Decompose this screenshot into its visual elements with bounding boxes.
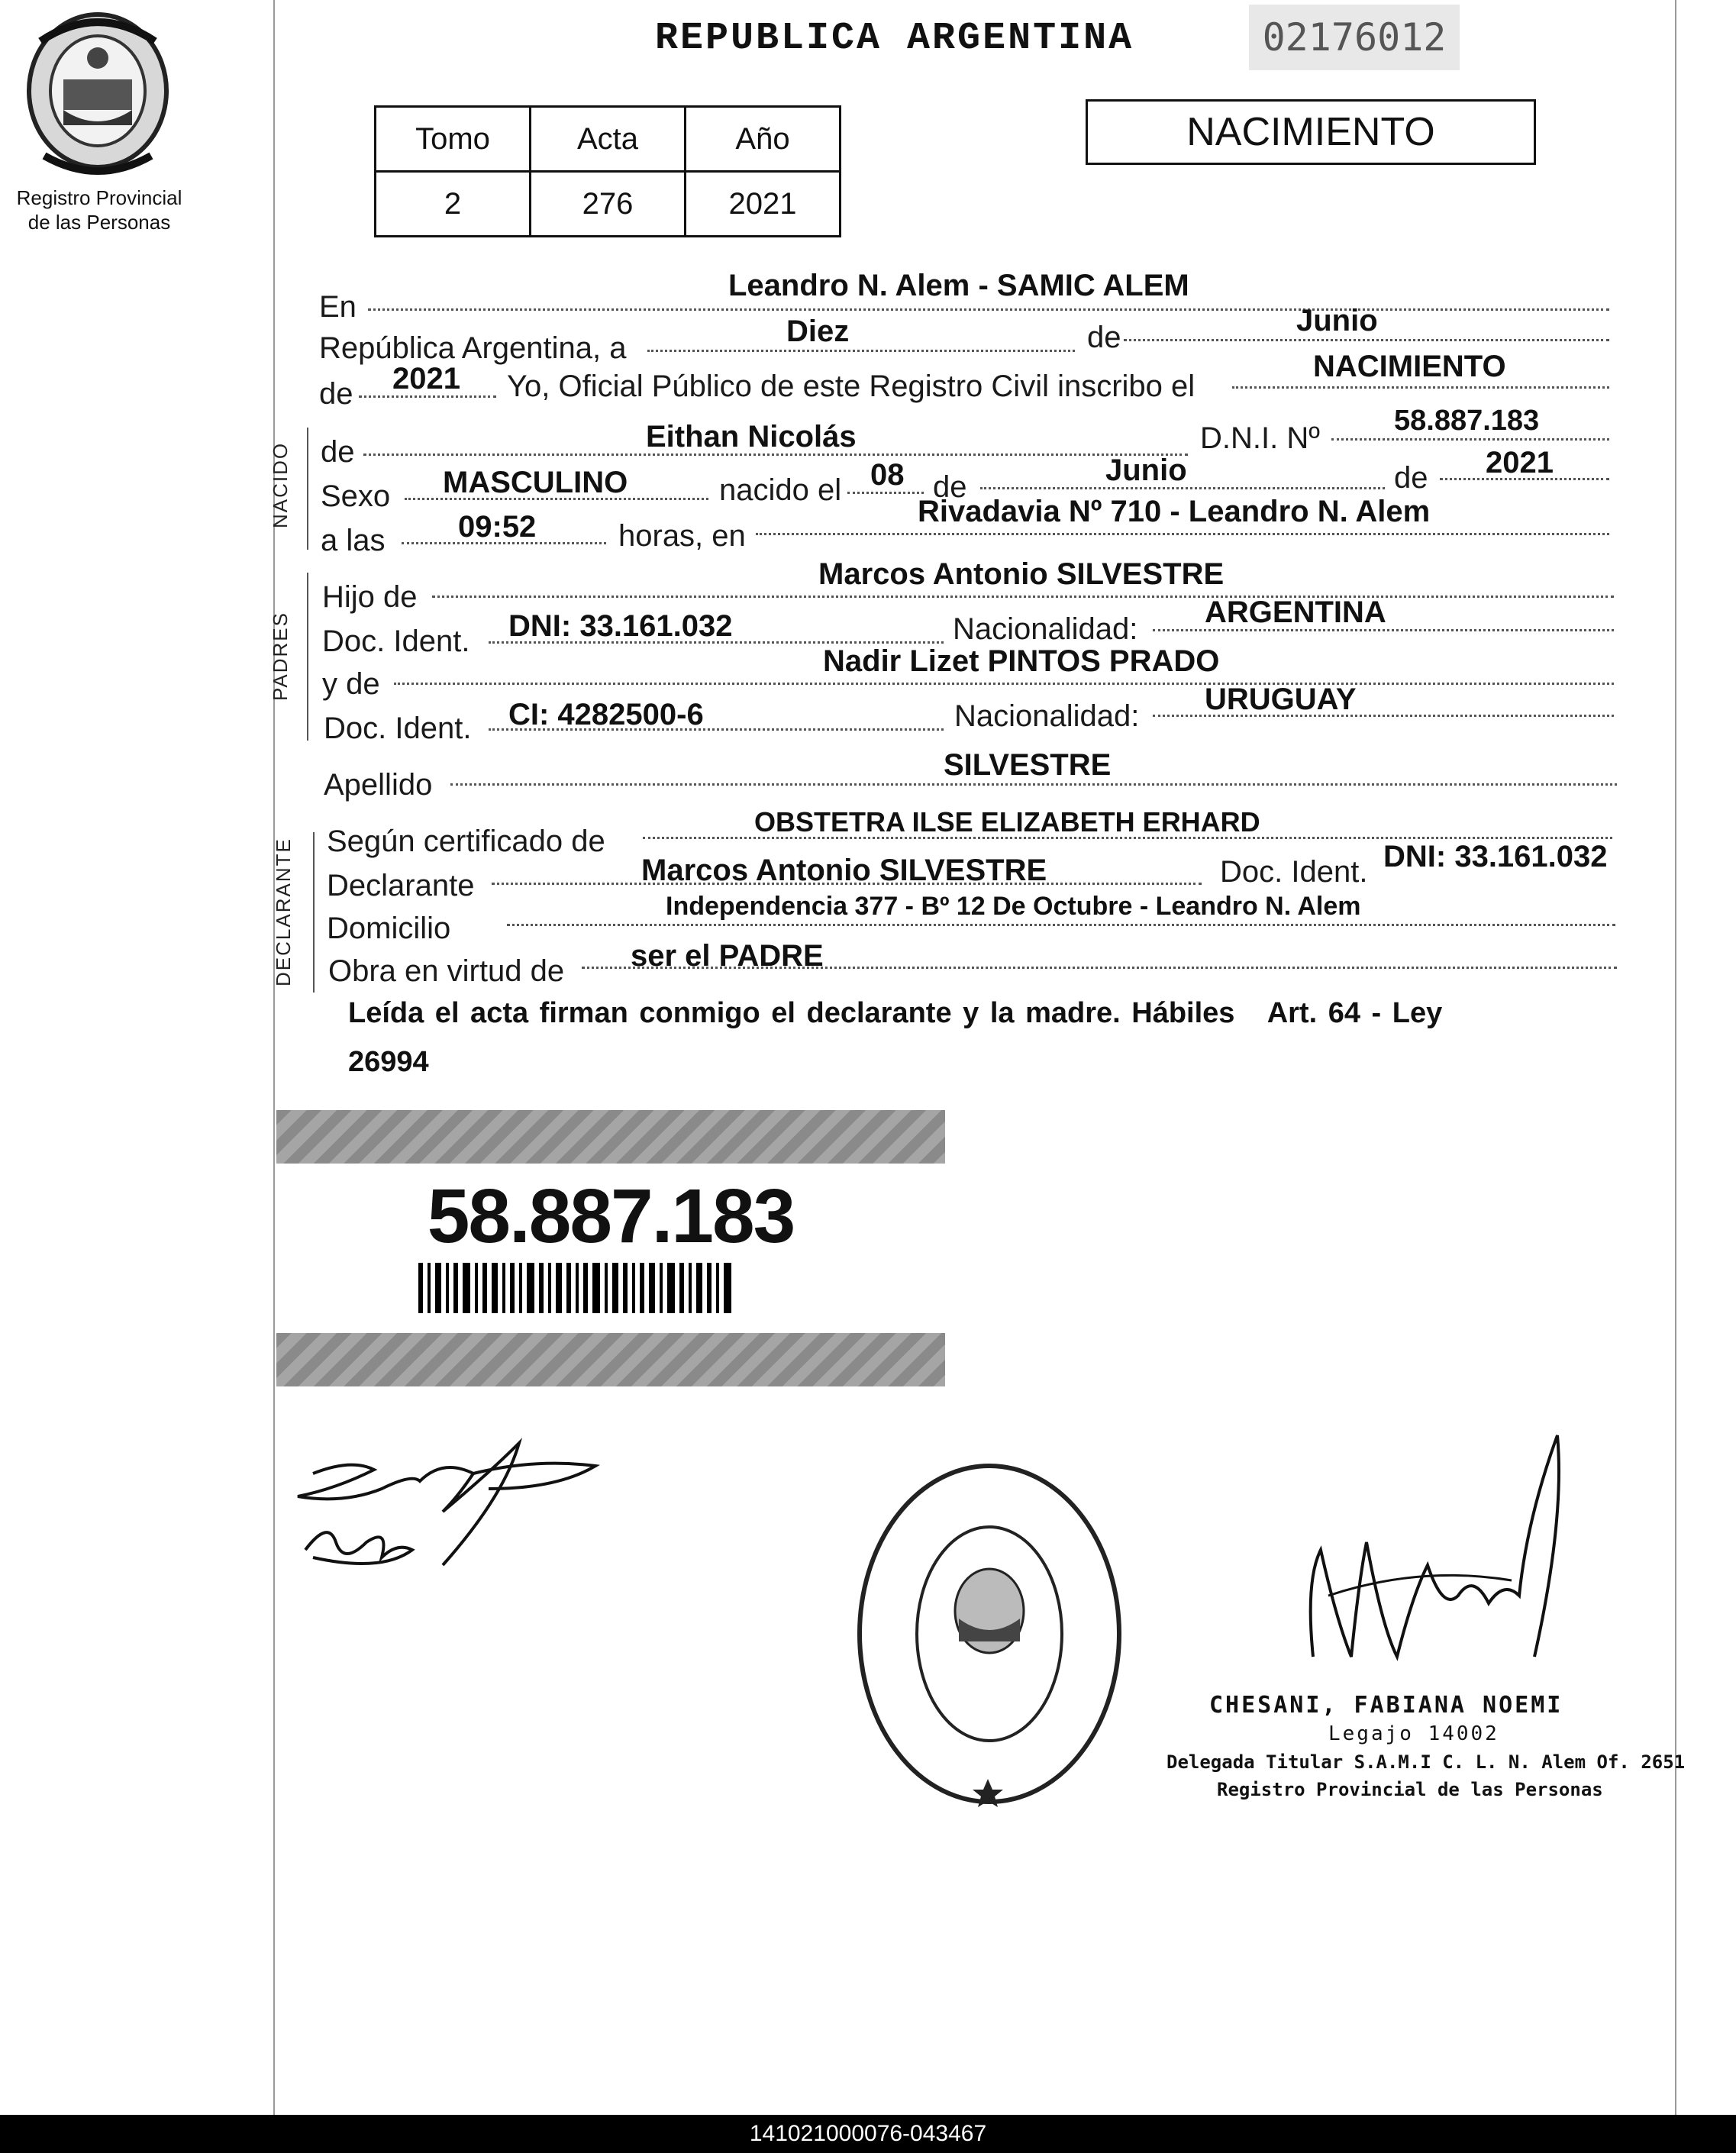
dots-domicilio <box>507 922 1615 926</box>
label-doc-ident-2: Doc. Ident. <box>324 712 472 745</box>
dni-sticker-number: 58.887.183 <box>427 1173 795 1259</box>
dots-lugar-nac <box>756 531 1609 535</box>
value-dia-nac: 08 <box>870 458 905 492</box>
label-a-las: a las <box>321 524 386 557</box>
label-dni: D.N.I. Nº <box>1200 421 1320 455</box>
value-mes: Junio <box>1296 304 1378 337</box>
dots-madre <box>394 681 1614 685</box>
label-nacido-el: nacido el <box>719 473 842 507</box>
label-y-de: y de <box>322 667 380 701</box>
section-line-declarante <box>313 832 315 993</box>
record-type-box: NACIMIENTO <box>1086 99 1536 165</box>
dni-barcode <box>418 1263 736 1313</box>
value-apellido: SILVESTRE <box>944 748 1112 782</box>
section-label-declarante: DECLARANTE <box>272 838 295 986</box>
registrar-signature <box>1298 1428 1588 1680</box>
declarant-signature-graphic <box>290 1428 611 1596</box>
note-line-2: 26994 <box>348 1046 429 1078</box>
section-line-nacido <box>307 428 308 550</box>
value-virtud: ser el PADRE <box>631 939 824 973</box>
dni-sticker-top-stripe <box>276 1110 945 1164</box>
value-dia-letras: Diez <box>786 315 850 348</box>
label-sexo: Sexo <box>321 479 391 513</box>
footer-bar <box>0 2115 1736 2153</box>
left-margin-line <box>273 0 275 2115</box>
label-domicilio: Domicilio <box>327 912 451 945</box>
registrar-signature-graphic <box>1298 1428 1588 1680</box>
right-margin-line <box>1675 0 1676 2115</box>
official-stamp <box>852 1458 1127 1809</box>
acta-header-anio: Año <box>686 107 841 172</box>
footer-code: 141021000076-043467 <box>749 2121 987 2146</box>
label-declarante: Declarante <box>327 869 475 902</box>
value-padre: Marcos Antonio SILVESTRE <box>818 557 1225 591</box>
acta-header-acta: Acta <box>531 107 686 172</box>
section-label-nacido: NACIDO <box>269 441 292 528</box>
section-label-padres: PADRES <box>269 612 292 701</box>
value-domicilio: Independencia 377 - Bº 12 De Octubre - Leandro N. Alem <box>666 892 1361 921</box>
label-republica: República Argentina, a <box>319 331 627 365</box>
label-de: de <box>1087 321 1121 354</box>
note-line-1: Leída el acta firman conmigo el declarante y la madre. Hábiles Art. 64 - Ley <box>348 997 1443 1029</box>
acta-header-tomo: Tomo <box>376 107 531 172</box>
acta-value-tomo: 2 <box>376 172 531 237</box>
registry-name-line1: Registro Provincial <box>16 186 182 209</box>
dni-sticker <box>276 1110 945 1386</box>
value-madre: Nadir Lizet PINTOS PRADO <box>823 644 1220 678</box>
label-de-mes: de <box>933 470 967 504</box>
official-name: CHESANI, FABIANA NOEMI <box>1209 1692 1563 1719</box>
value-dni: 58.887.183 <box>1394 405 1540 437</box>
label-obra: Obra en virtud de <box>328 954 565 988</box>
acta-value-anio: 2021 <box>686 172 841 237</box>
value-tipo: NACIMIENTO <box>1313 350 1506 383</box>
value-certificado: OBSTETRA ILSE ELIZABETH ERHARD <box>754 806 1260 838</box>
label-hijo-de: Hijo de <box>322 580 418 614</box>
official-title: Delegada Titular S.A.M.I C. L. N. Alem Of. 2651 <box>1166 1751 1686 1773</box>
official-stamp-graphic <box>852 1458 1127 1809</box>
declarant-signature <box>290 1428 611 1596</box>
dots-tipo <box>1232 385 1609 389</box>
label-de-anio: de <box>1394 461 1428 495</box>
value-anio: 2021 <box>392 362 460 395</box>
label-yo: Yo, Oficial Público de este Registro Civil inscribo el <box>507 370 1196 403</box>
label-nacionalidad-1: Nacionalidad: <box>953 612 1138 646</box>
serial-number: 02176012 <box>1249 5 1460 70</box>
country-title: REPUBLICA ARGENTINA <box>655 17 1134 60</box>
label-en: En <box>319 290 357 324</box>
registry-name-line2: de las Personas <box>27 211 171 234</box>
value-anio-nac: 2021 <box>1486 446 1554 479</box>
acta-table <box>374 105 841 237</box>
official-legajo: Legajo 14002 <box>1328 1722 1499 1745</box>
label-segun: Según certificado de <box>327 825 605 858</box>
label-de2: de <box>319 377 353 411</box>
dots-en <box>368 307 1609 311</box>
province-seal <box>21 11 174 179</box>
official-registry: Registro Provincial de las Personas <box>1217 1779 1603 1800</box>
dots-republica-1 <box>647 348 1075 352</box>
value-declarante: Marcos Antonio SILVESTRE <box>641 854 1047 887</box>
value-sexo: MASCULINO <box>443 466 628 499</box>
value-lugar-nac: Rivadavia Nº 710 - Leandro N. Alem <box>918 495 1431 528</box>
dots-padre <box>432 594 1614 598</box>
label-nacionalidad-2: Nacionalidad: <box>954 699 1140 733</box>
value-lugar: Leandro N. Alem - SAMIC ALEM <box>728 269 1189 302</box>
value-madre-doc: CI: 4282500-6 <box>508 698 704 731</box>
label-horas-en: horas, en <box>618 519 746 553</box>
value-padre-doc: DNI: 33.161.032 <box>508 609 733 643</box>
value-padre-nac: ARGENTINA <box>1205 596 1386 629</box>
label-doc-ident-3: Doc. Ident. <box>1220 855 1368 889</box>
value-nombre: Eithan Nicolás <box>646 420 857 454</box>
value-hora: 09:52 <box>458 510 537 544</box>
dni-sticker-bottom-stripe <box>276 1333 945 1386</box>
value-madre-nac: URUGUAY <box>1205 683 1357 716</box>
label-de-nombre: de <box>321 435 355 469</box>
section-line-padres <box>307 573 308 741</box>
province-seal-graphic <box>21 11 174 179</box>
label-apellido: Apellido <box>324 768 433 802</box>
value-mes-nac: Junio <box>1105 454 1187 487</box>
label-doc-ident-1: Doc. Ident. <box>322 625 470 658</box>
value-declarante-doc: DNI: 33.161.032 <box>1383 840 1608 873</box>
acta-value-acta: 276 <box>531 172 686 237</box>
